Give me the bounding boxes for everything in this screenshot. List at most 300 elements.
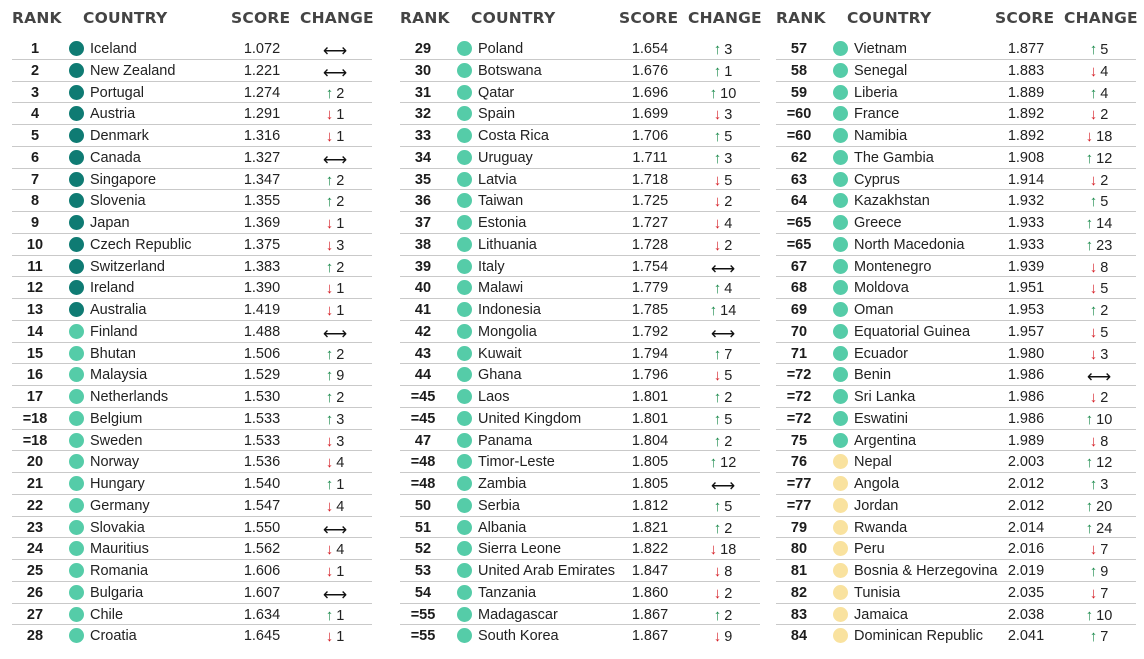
- arrow-down-icon: ↓: [713, 106, 722, 124]
- header-change: CHANGE: [300, 9, 374, 27]
- table-row: [400, 321, 760, 343]
- change-cell: [688, 215, 758, 232]
- peace-level-dot-icon: [69, 389, 84, 404]
- score-cell: 1.676: [631, 62, 669, 79]
- peace-level-dot-icon: [457, 389, 472, 404]
- table-row: [776, 538, 1136, 560]
- change-cell: [300, 346, 370, 363]
- table-row: [776, 451, 1136, 473]
- country-cell: Angola: [854, 476, 900, 492]
- table-row: [12, 495, 372, 517]
- arrow-down-icon: ↓: [713, 563, 722, 580]
- change-cell: [300, 541, 370, 558]
- arrow-up-icon: ↑: [713, 410, 722, 428]
- country-cell: Jordan: [854, 497, 899, 514]
- change-value: 2: [724, 520, 733, 537]
- change-value: 4: [1100, 85, 1109, 102]
- score-cell: 1.908: [1007, 149, 1045, 166]
- rank-cell: 51: [414, 519, 432, 536]
- rank-cell: 47: [414, 432, 432, 449]
- peace-level-dot-icon: [69, 172, 84, 187]
- peace-level-dot-icon: [69, 215, 84, 230]
- peace-level-dot-icon: [833, 324, 848, 339]
- no-change-arrow-icon: ⟷: [322, 62, 348, 82]
- table-row: [776, 299, 1136, 321]
- column-headers: [776, 0, 1136, 38]
- score-cell: 1.718: [631, 171, 669, 188]
- table-row: [400, 277, 760, 299]
- header-change: CHANGE: [688, 9, 762, 27]
- rank-cell: 52: [414, 541, 432, 558]
- rank-cell: 7: [30, 171, 40, 188]
- arrow-up-icon: ↑: [325, 476, 334, 493]
- rank-cell: 14: [26, 323, 44, 340]
- table-row: [776, 256, 1136, 278]
- rank-cell: 10: [26, 236, 44, 253]
- table-row: [12, 451, 372, 473]
- peace-level-dot-icon: [457, 302, 472, 317]
- table-row: [12, 408, 372, 430]
- country-cell: Senegal: [854, 62, 908, 79]
- table-row: [12, 364, 372, 386]
- peace-level-dot-icon: [833, 498, 848, 513]
- country-cell: Chile: [90, 606, 124, 623]
- arrow-up-icon: ↑: [325, 171, 334, 189]
- country-cell: Iceland: [90, 41, 137, 57]
- peace-level-dot-icon: [833, 193, 848, 208]
- change-cell: [1064, 389, 1134, 406]
- rank-cell: 70: [790, 323, 808, 340]
- country-cell: France: [854, 106, 900, 123]
- rank-cell: =77: [786, 476, 812, 492]
- peace-level-dot-icon: [833, 150, 848, 165]
- score-cell: 1.072: [243, 41, 281, 57]
- change-value: 9: [336, 368, 345, 385]
- change-value: 1: [724, 63, 733, 80]
- peace-level-dot-icon: [457, 324, 472, 339]
- change-cell: [1064, 128, 1134, 145]
- country-cell: Switzerland: [90, 258, 165, 275]
- change-value: 5: [1100, 324, 1109, 341]
- rank-cell: 53: [414, 563, 432, 579]
- table-row: [12, 38, 372, 60]
- change-cell: [1064, 41, 1134, 58]
- score-cell: 1.316: [243, 128, 281, 144]
- peace-level-dot-icon: [833, 41, 848, 56]
- change-cell: [688, 128, 758, 145]
- peace-level-dot-icon: [833, 85, 848, 100]
- score-cell: 1.533: [243, 432, 281, 449]
- score-cell: 1.699: [631, 106, 669, 123]
- table-row: [776, 125, 1136, 147]
- score-cell: 1.892: [1007, 106, 1045, 123]
- score-cell: 1.390: [243, 280, 281, 297]
- change-value: 5: [1100, 281, 1109, 298]
- country-cell: Netherlands: [90, 389, 169, 405]
- change-cell: [300, 367, 370, 384]
- change-cell: [688, 237, 758, 254]
- country-cell: Argentina: [854, 432, 917, 449]
- score-cell: 1.540: [243, 476, 281, 492]
- change-value: 1: [336, 107, 345, 124]
- peace-level-dot-icon: [457, 106, 472, 121]
- rank-cell: 5: [30, 128, 40, 144]
- table-row: [400, 538, 760, 560]
- change-value: 2: [724, 585, 733, 602]
- change-cell: [1064, 302, 1134, 319]
- table-row: [12, 169, 372, 191]
- arrow-up-icon: ↑: [325, 345, 334, 363]
- arrow-up-icon: ↑: [325, 84, 334, 102]
- score-cell: 1.706: [631, 128, 669, 144]
- table-row: [12, 256, 372, 278]
- table-row: [12, 212, 372, 234]
- peace-level-dot-icon: [457, 346, 472, 361]
- rank-cell: =60: [786, 128, 812, 144]
- country-cell: Poland: [478, 41, 524, 57]
- arrow-up-icon: ↑: [713, 345, 722, 363]
- country-cell: Albania: [478, 519, 527, 536]
- change-cell: [1064, 259, 1134, 276]
- rank-cell: 35: [414, 171, 432, 188]
- peace-level-dot-icon: [457, 128, 472, 143]
- header-country: COUNTRY: [471, 9, 556, 27]
- arrow-down-icon: ↓: [713, 236, 722, 254]
- peace-level-dot-icon: [457, 585, 472, 600]
- peace-level-dot-icon: [69, 541, 84, 556]
- rank-cell: 67: [790, 258, 808, 275]
- change-cell: [1064, 563, 1134, 580]
- change-cell: [300, 193, 370, 210]
- table-row: [12, 582, 372, 604]
- rank-cell: 25: [26, 563, 44, 579]
- score-cell: 2.012: [1007, 476, 1045, 492]
- peace-level-dot-icon: [833, 302, 848, 317]
- country-cell: Equatorial Guinea: [854, 323, 971, 340]
- country-cell: Italy: [478, 258, 505, 275]
- peace-level-dot-icon: [833, 367, 848, 382]
- arrow-down-icon: ↓: [325, 302, 334, 319]
- peace-level-dot-icon: [69, 63, 84, 78]
- change-cell: [688, 628, 758, 645]
- peace-level-dot-icon: [833, 607, 848, 622]
- change-value: 2: [1100, 390, 1109, 406]
- arrow-up-icon: ↑: [1085, 410, 1094, 428]
- country-cell: Ecuador: [854, 345, 909, 362]
- peace-level-dot-icon: [69, 607, 84, 622]
- change-cell: [1064, 106, 1134, 123]
- table-row: [12, 277, 372, 299]
- country-cell: United Kingdom: [478, 410, 582, 427]
- change-value: 12: [1096, 150, 1113, 167]
- arrow-down-icon: ↓: [709, 541, 718, 559]
- peace-level-dot-icon: [833, 106, 848, 121]
- change-cell: [1064, 85, 1134, 102]
- rank-cell: 3: [30, 84, 40, 101]
- score-cell: 1.607: [243, 584, 281, 601]
- country-cell: The Gambia: [854, 149, 934, 166]
- change-cell: [688, 520, 758, 537]
- peace-level-dot-icon: [833, 585, 848, 600]
- country-cell: Sierra Leone: [478, 541, 562, 558]
- no-change-arrow-icon: ⟷: [322, 323, 348, 343]
- table-row: [776, 103, 1136, 125]
- header-country: COUNTRY: [847, 9, 932, 27]
- column-headers: [12, 0, 372, 38]
- score-cell: 1.892: [1007, 128, 1045, 144]
- score-cell: 2.019: [1007, 563, 1045, 579]
- score-cell: 1.822: [631, 541, 669, 558]
- rank-cell: 50: [414, 497, 432, 514]
- rank-cell: 9: [30, 215, 40, 231]
- rank-cell: 82: [790, 584, 808, 601]
- arrow-down-icon: ↓: [713, 193, 722, 211]
- peace-level-dot-icon: [457, 150, 472, 165]
- change-value: 8: [1100, 259, 1109, 276]
- table-row: [400, 386, 760, 408]
- rank-cell: 29: [414, 41, 432, 57]
- table-row: [400, 38, 760, 60]
- change-value: 4: [336, 455, 345, 472]
- change-value: 5: [724, 368, 733, 385]
- country-cell: Jamaica: [854, 606, 908, 623]
- arrow-down-icon: ↓: [325, 628, 334, 646]
- country-cell: Slovakia: [90, 519, 145, 536]
- rank-cell: 2: [30, 62, 40, 79]
- rank-cell: 76: [790, 454, 808, 471]
- table-row: [12, 430, 372, 452]
- score-cell: 1.274: [243, 84, 281, 101]
- change-cell: [1064, 237, 1134, 254]
- country-cell: Estonia: [478, 215, 527, 231]
- country-cell: Namibia: [854, 128, 908, 144]
- score-cell: 1.986: [1007, 367, 1045, 384]
- score-cell: 1.867: [631, 628, 669, 645]
- change-value: 2: [336, 259, 345, 276]
- rank-cell: =48: [410, 476, 436, 492]
- peace-level-dot-icon: [69, 106, 84, 121]
- change-cell: [688, 607, 758, 624]
- rank-cell: 12: [26, 280, 44, 297]
- change-cell: [688, 454, 758, 471]
- score-cell: 1.812: [631, 497, 669, 514]
- peace-level-dot-icon: [69, 302, 84, 317]
- change-cell: [1064, 150, 1134, 167]
- arrow-up-icon: ↑: [713, 389, 722, 406]
- rank-cell: =55: [410, 628, 436, 645]
- score-cell: 1.889: [1007, 84, 1045, 101]
- peace-level-dot-icon: [69, 563, 84, 578]
- arrow-down-icon: ↓: [325, 541, 334, 559]
- change-value: 1: [336, 607, 345, 624]
- change-value: 2: [1100, 303, 1109, 319]
- arrow-down-icon: ↓: [713, 171, 722, 189]
- arrow-up-icon: ↑: [713, 149, 722, 167]
- change-cell: [300, 628, 370, 645]
- peace-level-dot-icon: [457, 411, 472, 426]
- score-cell: 1.711: [632, 149, 668, 166]
- peace-level-dot-icon: [833, 433, 848, 448]
- change-cell: [300, 454, 370, 471]
- change-cell: [688, 193, 758, 210]
- header-change: CHANGE: [1064, 9, 1138, 27]
- rank-cell: 84: [790, 628, 808, 645]
- table-row: [400, 473, 760, 495]
- country-cell: Dominican Republic: [854, 628, 983, 645]
- change-value: 2: [724, 390, 733, 406]
- peace-level-dot-icon: [457, 63, 472, 78]
- change-cell: [688, 433, 758, 450]
- country-cell: Benin: [854, 367, 892, 384]
- change-value: 7: [1100, 585, 1109, 602]
- peace-level-dot-icon: [833, 215, 848, 230]
- change-value: 3: [336, 433, 345, 450]
- change-cell: [300, 85, 370, 102]
- score-cell: 2.012: [1007, 497, 1045, 514]
- table-row: [400, 169, 760, 191]
- rank-cell: 30: [414, 62, 432, 79]
- score-cell: 1.754: [631, 258, 669, 275]
- no-change-arrow-icon: ⟷: [1086, 367, 1112, 387]
- rank-cell: 34: [414, 149, 432, 166]
- rank-cell: 32: [414, 106, 432, 123]
- country-cell: Denmark: [90, 128, 149, 144]
- rank-cell: 24: [26, 541, 44, 558]
- change-value: 10: [720, 85, 737, 102]
- rank-cell: 15: [26, 345, 44, 362]
- rank-cell: 68: [790, 280, 808, 297]
- country-cell: Moldova: [854, 280, 909, 297]
- rank-cell: 41: [414, 302, 432, 318]
- country-cell: South Korea: [478, 628, 559, 645]
- change-cell: [688, 498, 758, 515]
- arrow-up-icon: ↑: [1089, 476, 1098, 493]
- country-cell: Tunisia: [854, 584, 901, 601]
- rank-cell: 58: [790, 62, 808, 79]
- change-cell: [688, 85, 758, 102]
- arrow-down-icon: ↓: [713, 628, 722, 646]
- score-cell: 1.221: [243, 62, 281, 79]
- arrow-up-icon: ↑: [1085, 215, 1094, 232]
- rank-cell: 4: [30, 106, 40, 123]
- change-cell: [300, 411, 370, 428]
- score-cell: 1.980: [1007, 345, 1045, 362]
- arrow-up-icon: ↑: [713, 128, 722, 145]
- peace-level-dot-icon: [833, 520, 848, 535]
- peace-level-dot-icon: [457, 628, 472, 643]
- table-row: [400, 147, 760, 169]
- country-cell: Malawi: [478, 280, 524, 297]
- arrow-down-icon: ↓: [1085, 128, 1094, 145]
- country-cell: Bhutan: [90, 345, 136, 362]
- rank-cell: 69: [790, 302, 808, 318]
- rank-cell: 44: [414, 367, 432, 384]
- change-value: 23: [1096, 237, 1113, 254]
- country-cell: Rwanda: [854, 519, 908, 536]
- country-cell: Romania: [90, 563, 149, 579]
- score-cell: 1.506: [243, 345, 281, 362]
- table-row: [400, 343, 760, 365]
- arrow-up-icon: ↑: [1089, 193, 1098, 211]
- change-value: 4: [336, 542, 345, 559]
- change-value: 5: [724, 498, 733, 515]
- change-value: 2: [336, 194, 345, 211]
- arrow-up-icon: ↑: [1085, 606, 1094, 624]
- score-cell: 1.933: [1007, 236, 1045, 253]
- rank-cell: =45: [410, 389, 436, 405]
- table-row: [12, 147, 372, 169]
- score-cell: 1.847: [631, 563, 669, 579]
- rank-cell: 33: [414, 128, 432, 144]
- peace-level-dot-icon: [833, 280, 848, 295]
- country-cell: Zambia: [478, 476, 527, 492]
- rank-cell: 79: [790, 519, 808, 536]
- arrow-down-icon: ↓: [325, 215, 334, 232]
- score-cell: 1.383: [243, 258, 281, 275]
- change-value: 18: [720, 542, 737, 559]
- rank-cell: 6: [30, 149, 40, 166]
- score-cell: 1.951: [1007, 280, 1045, 297]
- table-row: [12, 299, 372, 321]
- rank-cell: 59: [790, 84, 808, 101]
- change-value: 2: [724, 194, 733, 211]
- rank-cell: 28: [26, 628, 44, 645]
- score-cell: 2.035: [1007, 584, 1045, 601]
- change-cell: [300, 280, 370, 297]
- change-cell: [688, 259, 758, 279]
- change-value: 1: [336, 564, 345, 580]
- change-cell: [688, 367, 758, 384]
- table-row: [776, 582, 1136, 604]
- score-cell: 1.867: [631, 606, 669, 623]
- arrow-up-icon: ↑: [713, 606, 722, 624]
- change-value: 7: [1100, 542, 1109, 559]
- country-cell: Serbia: [478, 497, 520, 514]
- peace-level-dot-icon: [69, 476, 84, 491]
- rank-cell: =18: [22, 432, 48, 449]
- table-row: [776, 364, 1136, 386]
- score-cell: 1.805: [631, 454, 669, 471]
- score-cell: 1.986: [1007, 410, 1045, 427]
- peace-level-dot-icon: [69, 454, 84, 469]
- table-row: [400, 125, 760, 147]
- country-cell: Norway: [90, 454, 140, 471]
- peace-level-dot-icon: [457, 498, 472, 513]
- table-row: [12, 343, 372, 365]
- change-cell: [688, 585, 758, 602]
- table-row: [12, 82, 372, 104]
- table-row: [776, 60, 1136, 82]
- peace-level-dot-icon: [69, 259, 84, 274]
- table-row: [776, 473, 1136, 495]
- arrow-down-icon: ↓: [1089, 280, 1098, 298]
- score-cell: 1.488: [243, 323, 281, 340]
- peace-level-dot-icon: [833, 237, 848, 252]
- table-row: [12, 517, 372, 539]
- change-cell: [300, 520, 370, 540]
- peace-level-dot-icon: [833, 389, 848, 404]
- peace-level-dot-icon: [457, 563, 472, 578]
- table-row: [400, 408, 760, 430]
- arrow-down-icon: ↓: [1089, 432, 1098, 450]
- table-row: [12, 234, 372, 256]
- header-score: SCORE: [995, 9, 1055, 27]
- country-cell: Indonesia: [478, 302, 541, 318]
- arrow-up-icon: ↑: [325, 258, 334, 276]
- peace-level-dot-icon: [69, 324, 84, 339]
- rank-cell: 37: [414, 215, 432, 231]
- peace-level-dot-icon: [69, 346, 84, 361]
